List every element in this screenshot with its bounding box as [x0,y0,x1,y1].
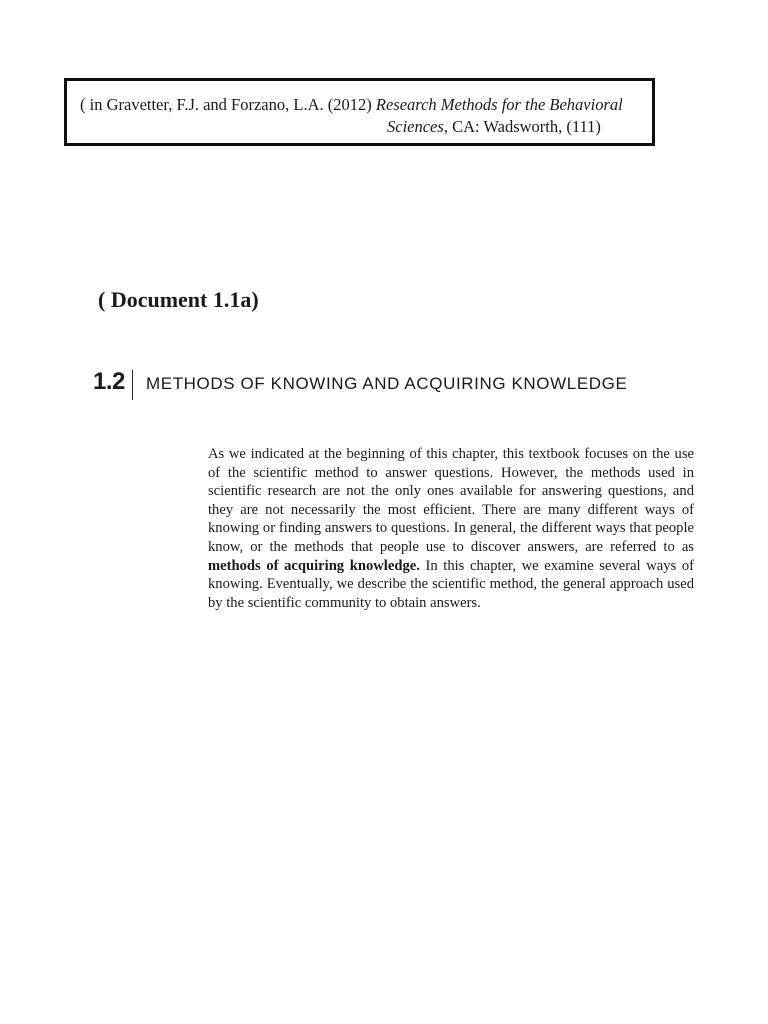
body-paragraph [208,445,694,612]
citation-title-part2: Sciences [387,117,444,136]
citation-authors: ( in Gravetter, F.J. and Forzano, L.A. (2012) [80,95,376,114]
section-number: 1.2 [93,368,125,395]
key-term: methods of acquiring knowledge. [208,557,420,574]
paragraph-text-before: As we indicated at the beginning of this chapter, this textbook focuses on the use of the scientific method to answer questions. However, the methods used in scientific research are not the only ones available for answering questions, and they are not necessarily the most efficient. There are many different ways of knowing or finding answers to questions. In general, the different ways that people know, or the methods that people use to discover answers, are referred to as [208,446,694,555]
paragraph-text-after: In this chapter, we examine several ways of knowing. Eventually, we describe the scientific method, the general approach used by the scientific community to obtain answers. [208,557,695,611]
citation-title-part1: Research Methods for the Behavioral [375,95,623,114]
citation-box [64,78,655,146]
section-divider [132,370,133,400]
citation-line-1 [80,95,623,115]
document-label: ( Document 1.1a) [98,287,259,312]
citation-publisher: , CA: Wadsworth, (111) [443,117,601,136]
section-title: METHODS OF KNOWING AND ACQUIRING KNOWLEDGE [146,374,628,393]
citation-line-2 [387,117,601,137]
